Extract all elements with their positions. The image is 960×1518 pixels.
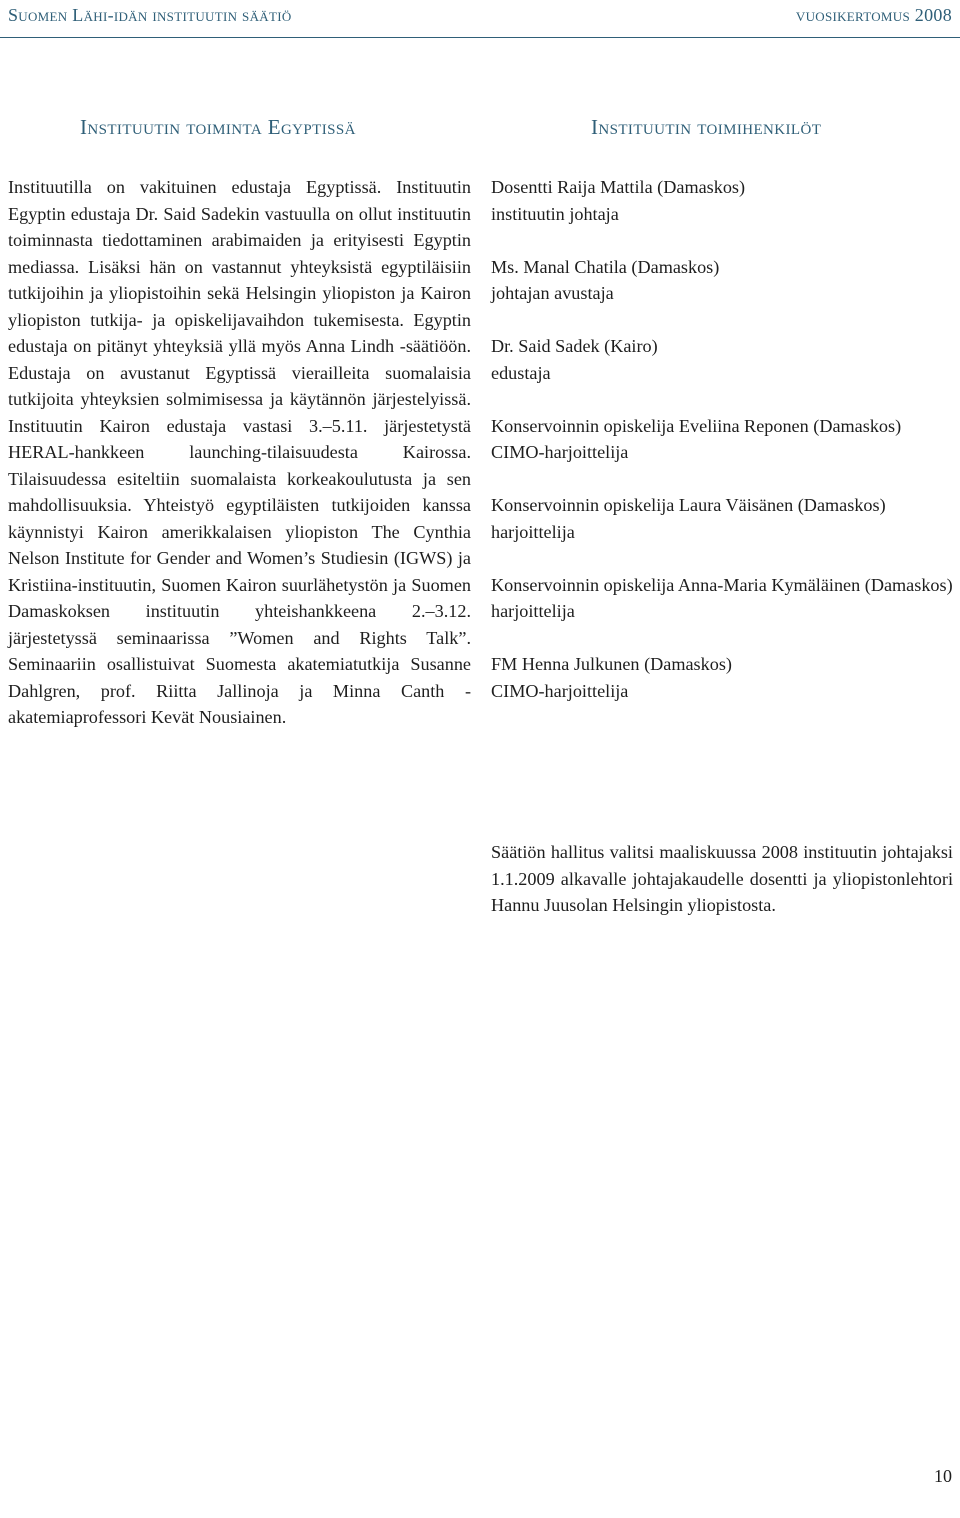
staff-name: Konservoinnin opiskelija Eveliina Reponen (Damaskos) (491, 415, 902, 436)
staff-name: Konservoinnin opiskelija Anna-Maria Kymäläinen (Damaskos) (491, 574, 953, 595)
staff-entry (491, 413, 953, 466)
running-head-org: Suomen Lähi-idän instituutin säätiö (8, 5, 292, 25)
board-decision-note: Säätiön hallitus valitsi maaliskuussa 2008 instituutin johtajaksi 1.1.2009 alkavalle johtajakaudelle dosentti ja yliopistonlehtori Hannu Juusolan Helsingin yliopistosta. (491, 842, 953, 915)
staff-role: harjoittelija (491, 521, 575, 542)
section-heading-staff: Instituutin toimihenkilöt (591, 115, 822, 139)
staff-entry (491, 651, 953, 704)
staff-role: harjoittelija (491, 601, 575, 621)
staff-entry (491, 174, 953, 227)
staff-entry (491, 333, 953, 386)
staff-entry (491, 254, 953, 307)
staff-role: CIMO-harjoittelija (491, 442, 629, 462)
running-head-report: vuosikertomus 2008 (795, 5, 952, 25)
staff-name: Ms. Manal Chatila (Damaskos) (491, 256, 720, 277)
header-rule (0, 37, 960, 38)
section-heading-egypt: Instituutin toiminta Egyptissä (80, 115, 356, 139)
staff-role: CIMO-harjoittelija (491, 680, 629, 701)
staff-name: Dosentti Raija Mattila (Damaskos) (491, 177, 746, 197)
staff-role: johtajan avustaja (491, 283, 614, 303)
staff-entry (491, 492, 953, 545)
page-number: 10 (934, 1466, 952, 1486)
egypt-activities-text: Instituutilla on vakituinen edustaja Egyptissä. Instituutin Egyptin edustaja Dr. Said Sadekin vastuulla on ollut instituutin toiminnasta tiedottaminen arabimaiden ja erityisesti Egyptin mediassa. Lisäksi hän on vastannut yhteyksistä egyptiläisiin tutkijoihin ja yliopistoihin sekä Helsingin yliopiston ja Kairon yliopiston tutkija- ja opiskelijavaihdon tukemisesta. Egyptin edustaja on pitänyt yhteyksiä yllä myös Anna Lindh -säätiöön. Edustaja on avustanut Egyptissä vierailleita suomalaisia tutkijoita yhteyksien solmimisessa ja käytännön järjestelyissä. Instituutin Kairon edustaja vastasi 3.–5.11. järjestetystä HERAL-hankkeen launching-tilaisuudesta Kairossa. Tilaisuudessa esiteltiin suomalaista korkeakoulutusta ja sen mahdollisuuksia. Yhteistyö egyptiläisten tutkijoiden kanssa käynnistyi Kairon amerikkalaisen yliopiston The Cynthia Nelson Institute for Gender and Women’s Studiesin (IGWS) ja Kristiina-instituutin, Suomen Kairon suurlähetystön ja Suomen Damaskoksen instituutin yhteishankkeena 2.–3.12. järjestetyssä seminaarissa ”Women and Rights Talk”. Seminaariin osallistuivat Suomesta akatemiatutkija Susanne Dahlgren, prof. Riitta Jallinoja ja Minna Canth -akatemiaprofessori Kevät Nousiainen. (8, 177, 471, 727)
staff-name: FM Henna Julkunen (Damaskos) (491, 654, 732, 674)
staff-name: Dr. Said Sadek (Kairo) (491, 336, 658, 356)
staff-role: edustaja (491, 362, 551, 383)
staff-role: instituutin johtaja (491, 203, 619, 224)
staff-entry (491, 572, 953, 625)
staff-list (491, 174, 953, 731)
staff-name: Konservoinnin opiskelija Laura Väisänen (Damaskos) (491, 495, 886, 515)
